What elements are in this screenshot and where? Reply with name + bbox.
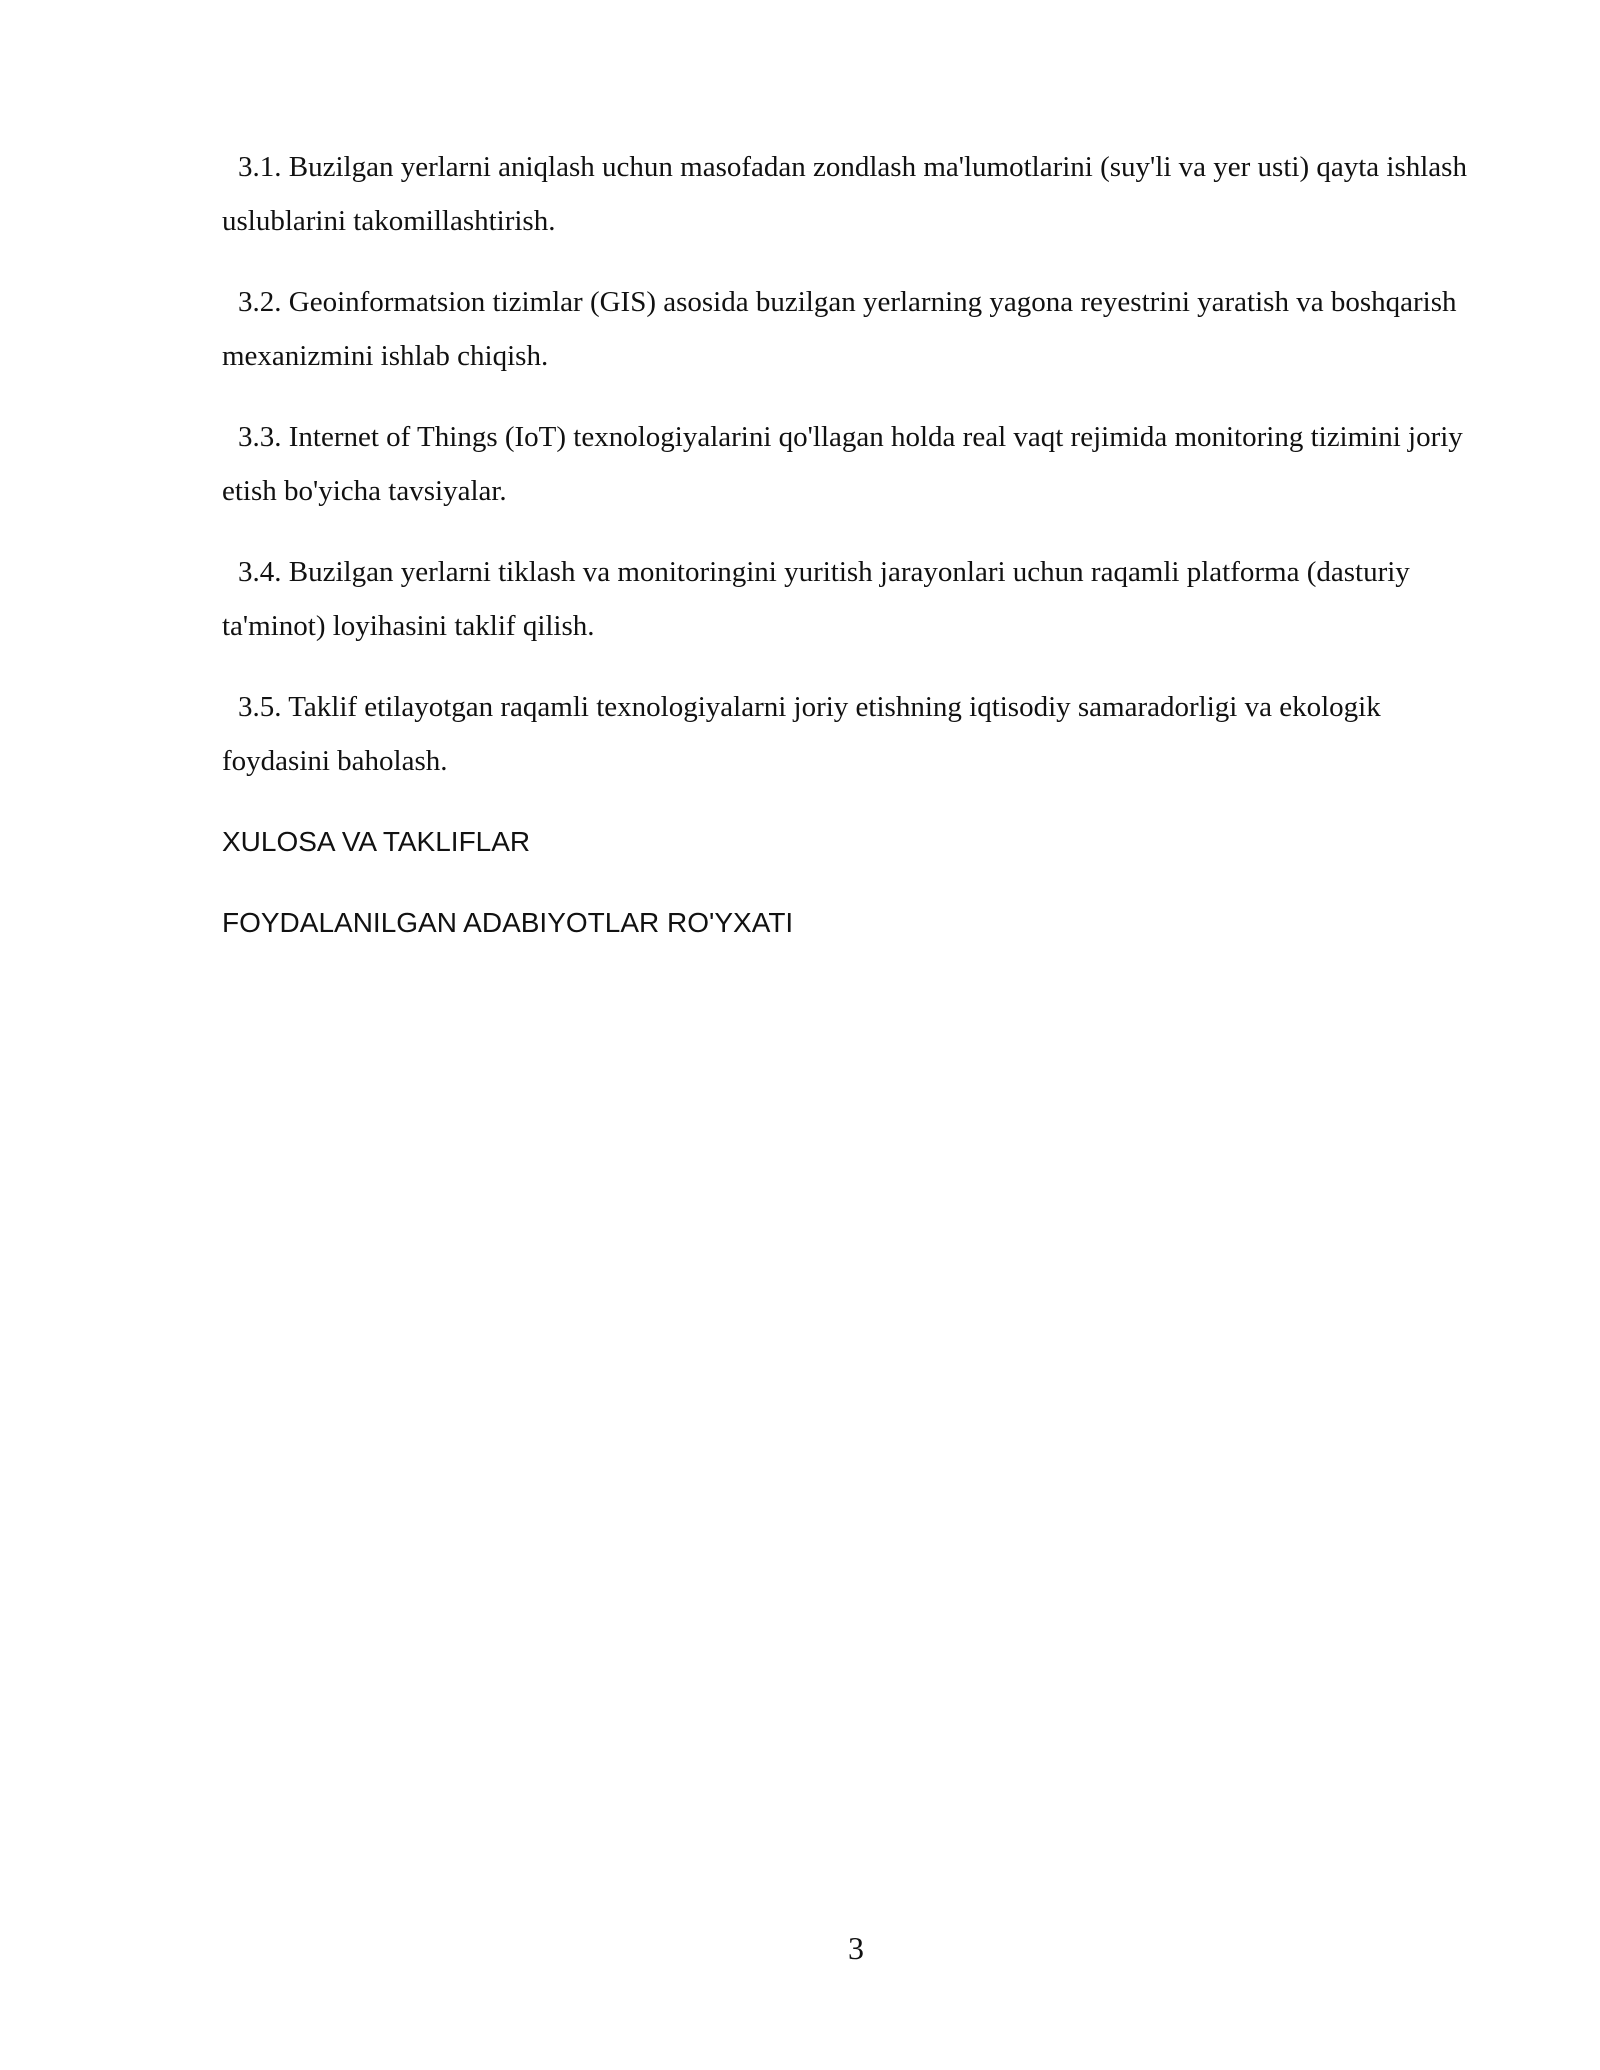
- heading-conclusions: XULOSA VA TAKLIFLAR: [222, 826, 531, 857]
- page-number: 3: [848, 1930, 864, 1966]
- paragraph-3-2: 3.2. Geoinformatsion tizimlar (GIS) asosida buzilgan yerlarning yagona reyestrini yaratish va boshqarish mexanizmini ishlab chiqish.: [222, 286, 1457, 372]
- paragraph-3-1: 3.1. Buzilgan yerlarni aniqlash uchun masofadan zondlash ma'lumotlarini (suy'li va yer usti) qayta ishlash uslublarini takomillashtirish.: [222, 151, 1467, 237]
- paragraph-3-4: 3.4. Buzilgan yerlarni tiklash va monitoringini yuritish jarayonlari uchun raqamli platforma (dasturiy ta'minot) loyihasini taklif qilish.: [222, 556, 1410, 642]
- paragraph-3-3: 3.3. Internet of Things (IoT) texnologiyalarini qo'llagan holda real vaqt rejimida monitoring tizimini joriy etish bo'yicha tavsiyalar.: [222, 421, 1463, 507]
- heading-references: FOYDALANILGAN ADABIYOTLAR RO'YXATI: [222, 907, 794, 938]
- paragraph-3-5: 3.5. Taklif etilayotgan raqamli texnologiyalarni joriy etishning iqtisodiy samaradorligi va ekologik foydasini baholash.: [222, 691, 1381, 777]
- page-content: [222, 140, 1482, 977]
